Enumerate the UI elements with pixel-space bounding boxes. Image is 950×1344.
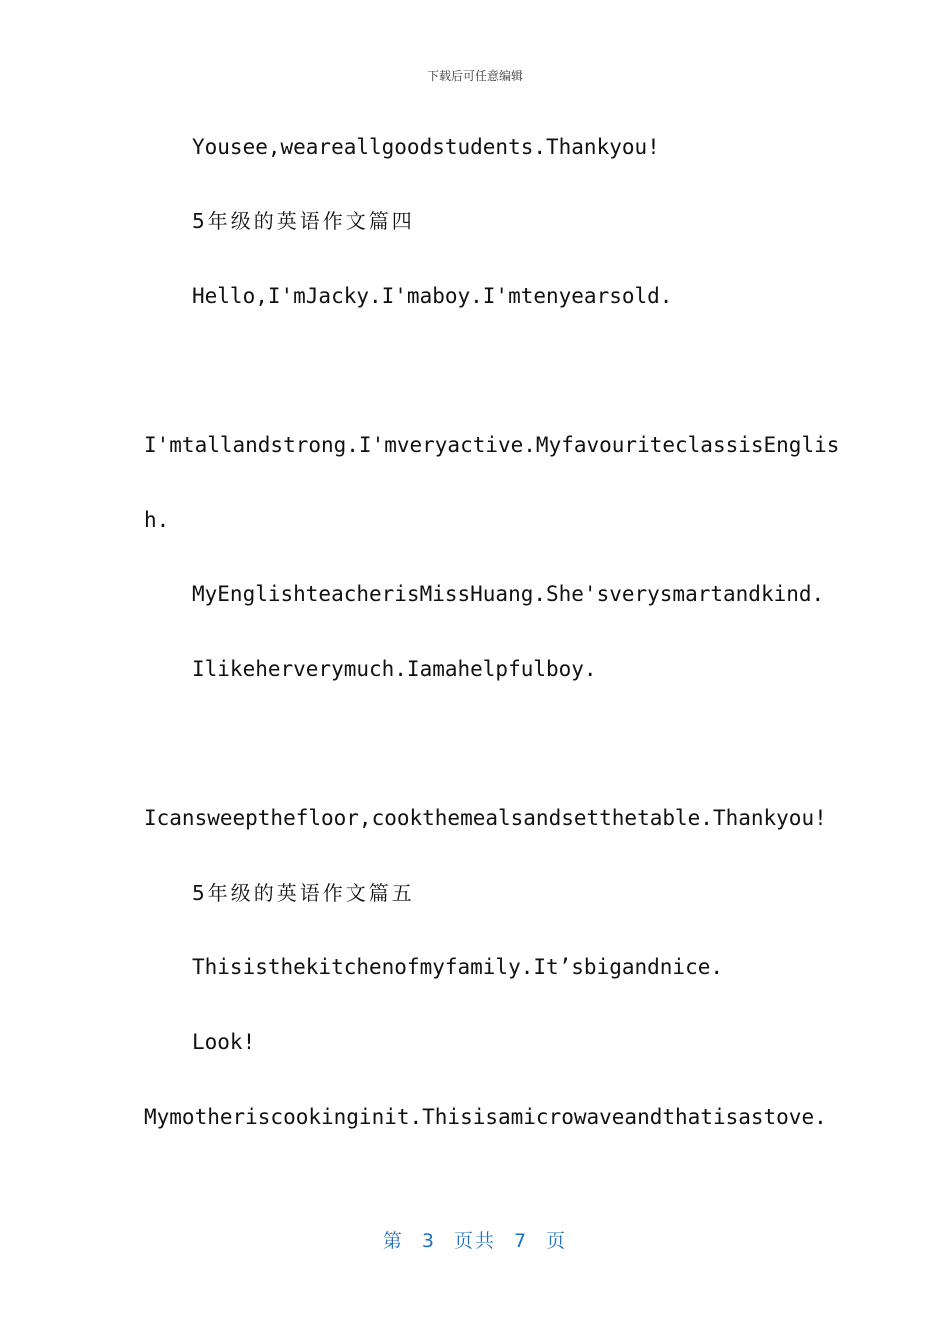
text-line-11: Look! [192, 1030, 256, 1054]
footer-middle: 页共 [453, 1230, 496, 1252]
footer-suffix: 页 [546, 1230, 568, 1252]
text-line-7: Ilikeherverymuch.Iamahelpfulboy. [192, 657, 597, 681]
section-heading-4: 5年级的英语作文篇四 [192, 209, 415, 233]
text-line-6: MyEnglishteacherisMissHuang.She'sverysmartandkind. [192, 582, 825, 606]
footer-page-number: 3 [421, 1230, 436, 1252]
section-heading-5: 5年级的英语作文篇五 [192, 881, 415, 905]
text-line-3: Hello,I'mJacky.I'maboy.I'mtenyearsold. [192, 284, 673, 308]
footer-prefix: 第 [382, 1230, 404, 1252]
text-line-10: Thisisthekitchenofmyfamily.It’sbigandnice. [192, 955, 724, 979]
footer-total-pages: 7 [514, 1230, 529, 1252]
text-line-4: I'mtallandstrong.I'mveryactive.MyfavouriteclassisEnglis [144, 433, 840, 457]
page-header: 下载后可任意编辑 [426, 69, 523, 83]
text-line-1: Yousee,weareallgoodstudents.Thankyou! [192, 135, 660, 159]
text-line-5: h. [144, 508, 170, 532]
text-line-12: Mymotheriscookinginit.Thisisamicrowaveandthatisastove. [144, 1105, 827, 1129]
text-line-8: Icansweepthefloor,cookthemealsandsetthetable.Thankyou! [144, 806, 827, 830]
page-number-footer [0, 1226, 950, 1253]
